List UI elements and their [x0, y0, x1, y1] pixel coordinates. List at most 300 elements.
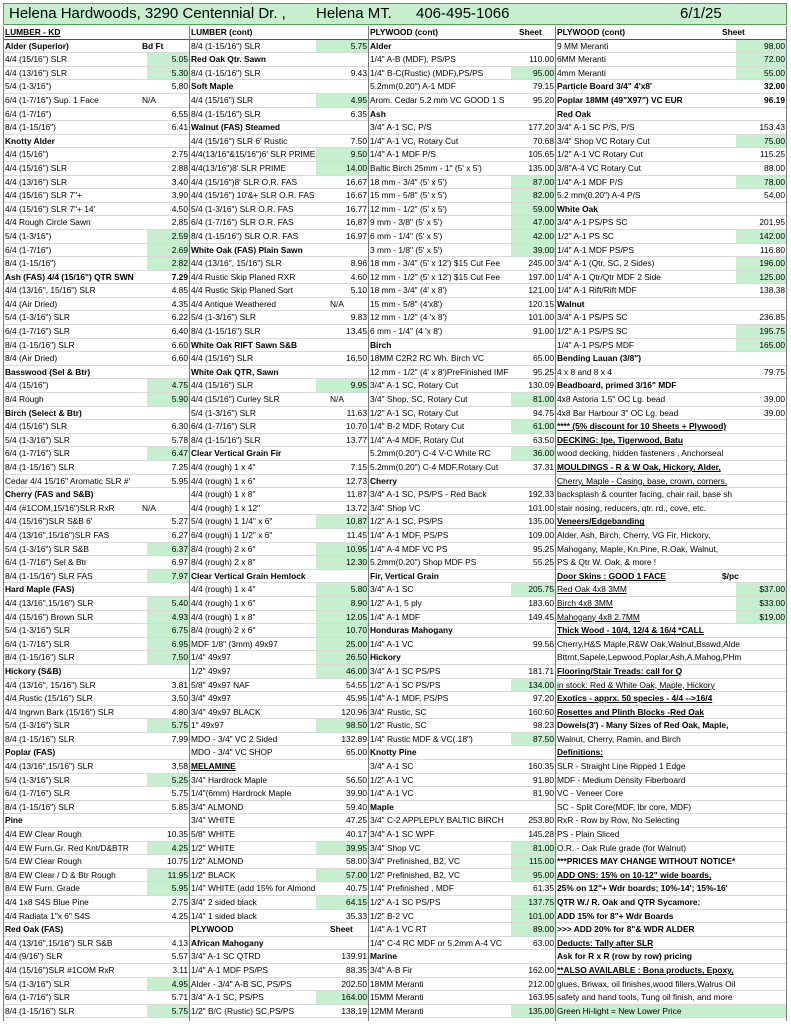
- item-label: 4/4 (rough) 1 x 4": [191, 462, 256, 472]
- price-cell: [147, 203, 189, 217]
- table-row: [556, 665, 786, 679]
- price-cell: [316, 216, 368, 230]
- table-row: [369, 407, 555, 421]
- item-label: 4/4 (15/16"): [5, 149, 49, 160]
- item-label: 4/4 (13/16", 15/16") SLR: [5, 679, 96, 690]
- item-label: 1/2" A-1, 5 ply: [370, 597, 422, 608]
- item-label: 1/2" 49x97: [191, 665, 231, 676]
- price-value: 134.00: [528, 679, 554, 690]
- table-row: [369, 352, 555, 366]
- price-value: 2.69: [171, 244, 188, 255]
- item-label: 1/4" WHITE (add 15% for Almond: [191, 883, 316, 894]
- item-label: 12 mm - 1/2" (5' x 12') $15 Cut Fee: [370, 271, 500, 282]
- price-value: 47.00: [533, 217, 554, 228]
- item-label: 9 MM Meranti: [557, 40, 609, 51]
- price-cell: [316, 407, 368, 421]
- item-label: Birch 4x8 3MM: [557, 597, 613, 608]
- price-value: 9.43: [350, 67, 367, 78]
- price-cell: [147, 67, 189, 81]
- item-label: RxR - Row by Row, No Selecting: [557, 815, 680, 826]
- price-cell: [316, 896, 368, 910]
- column-plywood-cont: [368, 26, 556, 1021]
- item-label: 4/4 (15/16") SLR 7"+: [5, 190, 82, 201]
- price-value: 5.78: [171, 434, 188, 445]
- price-cell: [147, 787, 189, 801]
- price-cell: [511, 67, 555, 81]
- table-row: [4, 679, 189, 693]
- table-row: [369, 651, 555, 665]
- price-value: 5.80: [350, 584, 367, 595]
- table-row: [190, 80, 368, 94]
- table-row: [4, 882, 189, 896]
- item-label: 1/2" Prefinished, B2, VC: [370, 869, 461, 880]
- table-row: [4, 842, 189, 856]
- item-label: 18 mm - 3/4" (4' x 8'): [370, 285, 447, 296]
- item-label: 6/4 (1-7/16") SLR: [5, 326, 70, 337]
- item-label: 4/4 Radiata 1"x 6" S4S: [5, 910, 91, 921]
- item-label: 3/4" A-1 SC, P/S: [370, 122, 432, 133]
- price-cell: [147, 515, 189, 529]
- unit-label: Sheet: [722, 27, 745, 37]
- table-row: [369, 189, 555, 203]
- item-label: Deducts: Tally after SLR: [557, 937, 654, 948]
- price-cell: [147, 393, 189, 407]
- item-label: 12 mm - 1/2" (4 'x 8'): [370, 312, 447, 323]
- table-row: [4, 40, 189, 54]
- item-label: Hard Maple (FAS): [5, 584, 75, 595]
- price-value: 137.75: [528, 897, 554, 907]
- table-row: [190, 135, 368, 149]
- price-value: 7.50: [350, 135, 367, 146]
- price-cell: [316, 842, 368, 856]
- price-cell: [511, 420, 555, 434]
- price-cell: [316, 597, 368, 611]
- price-value: 10.87: [346, 516, 367, 527]
- table-row: [556, 203, 786, 217]
- item-label: 4/4 EW Clear Rough: [5, 829, 82, 840]
- table-row: [190, 746, 368, 760]
- table-row: [369, 746, 555, 760]
- price-value: 10.70: [346, 625, 367, 636]
- item-label: 6/4 (1-7/16") Sup. 1 Face: [5, 94, 99, 105]
- item-label: 3/4" Rustic, SC: [370, 706, 427, 717]
- price-cell: [147, 950, 189, 964]
- table-row: [369, 216, 555, 230]
- table-row: [556, 53, 786, 67]
- price-value: 70.68: [533, 135, 554, 146]
- item-label: 4/4 (15/16")8' SLR O.R. FAS: [191, 176, 298, 187]
- item-label: 4/4 (15/16") 10'&+ SLR O.R. FAS: [191, 190, 315, 201]
- table-row: [4, 733, 189, 747]
- price-value: 3.90: [171, 190, 188, 201]
- unit-label: N/A: [330, 394, 344, 405]
- price-cell: [147, 692, 189, 706]
- table-row: [190, 407, 368, 421]
- item-label: 4mm Meranti: [557, 67, 606, 78]
- table-row: [369, 475, 555, 489]
- item-label: LUMBER - KD: [5, 27, 61, 37]
- table-row: [4, 583, 189, 597]
- price-cell: [147, 216, 189, 230]
- price-value: 183.60: [528, 597, 554, 608]
- table-row: [4, 311, 189, 325]
- price-value: 64.15: [346, 897, 367, 907]
- price-value: 139.91: [341, 951, 367, 962]
- table-row: [556, 393, 786, 407]
- price-cell: [147, 325, 189, 339]
- price-cell: [147, 108, 189, 122]
- price-value: 4.35: [171, 298, 188, 309]
- price-cell: [511, 203, 555, 217]
- table-row: [556, 950, 786, 964]
- table-row: [190, 325, 368, 339]
- table-row: [556, 379, 786, 393]
- table-row: [369, 284, 555, 298]
- price-cell: [511, 910, 555, 924]
- table-row: [556, 311, 786, 325]
- item-label: Red Oak 4x8 3MM: [557, 584, 627, 595]
- table-row: [190, 624, 368, 638]
- item-label: MELAMINE: [191, 761, 236, 772]
- price-cell: [316, 910, 368, 924]
- item-label: Particle Board 3/4" 4'x8': [557, 81, 653, 92]
- item-label: >>> ADD 20% for 8"& WDR ALDER: [557, 924, 695, 935]
- item-label: 8/4 (1-15/16") SLR: [5, 462, 75, 472]
- price-value: 3.50: [171, 693, 188, 704]
- price-cell: [147, 842, 189, 856]
- item-label: 4/4 (13/16",15/16") SLR: [5, 597, 94, 608]
- price-value: 5.30: [171, 67, 188, 78]
- price-cell: [316, 434, 368, 448]
- item-label: 5.2mm(0.20") Shop MDF PS: [370, 557, 477, 568]
- item-label: Cherry (FAS and S&B): [5, 489, 94, 500]
- price-value: 10.70: [346, 421, 367, 432]
- item-label: 1/2" A-1 VC: [370, 774, 414, 785]
- price-value: 9.50: [350, 149, 367, 160]
- item-label: Cherry: [370, 475, 397, 486]
- item-label: 4/4(13/16"&15/16")6' SLR PRIME: [191, 149, 316, 160]
- price-cell: [511, 135, 555, 149]
- table-row: [190, 1005, 368, 1019]
- price-value: 5.75: [171, 788, 188, 799]
- table-row: [190, 638, 368, 652]
- price-cell: [147, 80, 189, 94]
- table-row: [190, 828, 368, 842]
- price-cell: [316, 556, 368, 570]
- price-cell: [511, 842, 555, 856]
- item-label: White Oak (FAS) Plain Sawn: [191, 244, 303, 255]
- price-value: 6.60: [171, 353, 188, 364]
- item-label: 12MM Meranti: [370, 1005, 424, 1016]
- price-cell: [511, 284, 555, 298]
- table-row: [369, 434, 555, 448]
- item-label: 3/4" Shop, SC, Rotary Cut: [370, 394, 468, 405]
- item-label: 8/4 (rough) 2 x 6": [191, 625, 256, 636]
- table-row: [190, 515, 368, 529]
- item-label: 1/4" A-1 VC: [370, 788, 414, 799]
- price-cell: [316, 882, 368, 896]
- table-row: [369, 923, 555, 937]
- table-row: [4, 665, 189, 679]
- price-value: 36.00: [533, 448, 554, 459]
- price-cell: [511, 121, 555, 135]
- item-label: 8/4 (1-15/16") SLR: [191, 326, 261, 337]
- price-value: 6.95: [171, 638, 188, 649]
- price-value: 39.00: [764, 407, 785, 418]
- item-label: 8/4 (1-15/16") SLR: [5, 652, 75, 663]
- table-row: [369, 420, 555, 434]
- item-label: 8/4 (Air Dried): [5, 353, 58, 364]
- item-label: ADD ONS: 15% on 10-12" wide boards,: [557, 869, 712, 880]
- item-label: Red Oak: [557, 108, 591, 119]
- price-value: 12.73: [346, 475, 367, 486]
- price-value: 61.00: [533, 421, 554, 432]
- table-row: [369, 230, 555, 244]
- item-label: stair nosing, reducers, qtr. rd., cove, etc.: [557, 502, 706, 513]
- table-row: [4, 393, 189, 407]
- item-label: 4/4 (rough) 1 x 8": [191, 489, 256, 500]
- table-row: [4, 176, 189, 190]
- table-row: [190, 814, 368, 828]
- item-label: 18 mm - 3/4" (5' x 12') $15 Cut Fee: [370, 258, 500, 269]
- table-row: [190, 244, 368, 258]
- table-row: [190, 434, 368, 448]
- item-label: 6/4 (1-7/16") SLR: [5, 788, 70, 799]
- table-row: [4, 461, 189, 475]
- item-label: Dowels(3') - Many Sizes of Red Oak, Maple,: [557, 720, 729, 731]
- price-value: 55.00: [764, 67, 785, 78]
- price-cell: [511, 529, 555, 543]
- price-value: 245.00: [528, 258, 554, 269]
- table-row: [556, 882, 786, 896]
- item-label: 3/4" Shop VC: [370, 842, 421, 853]
- table-row: [556, 869, 786, 883]
- table-row: [369, 760, 555, 774]
- price-cell: [511, 94, 555, 108]
- price-cell: [147, 869, 189, 883]
- item-label: 6/4 (1-7/16") SLR: [5, 638, 70, 649]
- price-cell: [511, 488, 555, 502]
- price-cell: [736, 121, 786, 135]
- table-row: [369, 80, 555, 94]
- table-row: [4, 447, 189, 461]
- item-label: 1/4" B-C(Rustic) (MDF),PS/PS: [370, 67, 484, 78]
- item-label: SC - Split Core(MDF, lbr core, MDF): [557, 801, 692, 812]
- unit-label: N/A: [330, 298, 344, 309]
- table-row: [4, 488, 189, 502]
- table-row: [4, 80, 189, 94]
- price-value: 6.35: [350, 108, 367, 119]
- price-value: 6.60: [171, 339, 188, 350]
- item-label: 1/4" A-1 Qtr/Qtr MDF 2 Side: [557, 271, 661, 282]
- price-cell: [316, 176, 368, 190]
- item-label: Poplar (FAS): [5, 747, 56, 758]
- table-row: [369, 461, 555, 475]
- table-row: [190, 869, 368, 883]
- table-row: [369, 67, 555, 81]
- table-row: [556, 488, 786, 502]
- table-row: [369, 529, 555, 543]
- item-label: O.R. - Oak Rule grade (for Walnut): [557, 842, 687, 853]
- price-value: 135.00: [528, 516, 554, 527]
- table-row: [4, 638, 189, 652]
- price-cell: [316, 108, 368, 122]
- price-value: 81.90: [533, 788, 554, 799]
- price-cell: [316, 271, 368, 285]
- price-cell: [316, 828, 368, 842]
- table-row: [556, 461, 786, 475]
- price-value: 2.75: [171, 897, 188, 907]
- item-label: 4/4 (13/16",15/16") SLR S&B: [5, 937, 113, 948]
- price-value: 3.11: [172, 964, 188, 975]
- price-value: 4.80: [171, 706, 188, 717]
- table-row: [369, 26, 555, 40]
- table-row: [4, 692, 189, 706]
- item-label: 1/4" A-B (MDF), PS/PS: [370, 54, 456, 65]
- table-row: [369, 556, 555, 570]
- price-cell: [736, 216, 786, 230]
- table-row: [556, 108, 786, 122]
- item-label: 8/4 (1-15/16"): [5, 122, 56, 133]
- item-label: 4x8 Astoria 1.5" OC Lg. bead: [557, 394, 666, 405]
- item-label: 5.2 mm(0.20") A-4 P/S: [557, 190, 641, 201]
- table-row: [556, 1005, 786, 1019]
- price-value: 65.00: [533, 353, 554, 364]
- item-label: 3/4" A-1 PS/PS SC: [557, 312, 628, 323]
- table-row: [4, 434, 189, 448]
- price-cell: [511, 379, 555, 393]
- price-cell: [147, 176, 189, 190]
- table-row: [556, 420, 786, 434]
- table-row: [4, 910, 189, 924]
- price-cell: [147, 719, 189, 733]
- table-row: [369, 515, 555, 529]
- price-cell: [736, 257, 786, 271]
- item-label: 3/4" A-1 SC WPF: [370, 829, 435, 840]
- price-value: 5.10: [350, 285, 367, 296]
- price-cell: [147, 53, 189, 67]
- item-label: 8/4 (1-15/16") SLR: [191, 434, 261, 445]
- table-row: [190, 597, 368, 611]
- item-label: 1/4" A-1 MDF PS/PS: [191, 964, 268, 975]
- price-cell: [511, 787, 555, 801]
- item-label: 1/4" A-1 VC RT: [370, 924, 427, 935]
- table-row: [190, 475, 368, 489]
- price-value: 45.95: [346, 693, 367, 704]
- item-label: 4/4 (Air Dried): [5, 298, 58, 309]
- price-value: 7.25: [171, 462, 188, 472]
- price-value: 95.25: [533, 543, 554, 554]
- table-row: [190, 67, 368, 81]
- table-row: [4, 651, 189, 665]
- price-cell: [147, 434, 189, 448]
- table-row: [556, 679, 786, 693]
- table-row: [190, 447, 368, 461]
- item-label: 3/4" A-1 PS/PS SC: [557, 217, 628, 228]
- table-row: [369, 148, 555, 162]
- table-row: [190, 529, 368, 543]
- table-row: [4, 352, 189, 366]
- item-label: 5/4 (1-3/16") SLR S&B: [5, 543, 89, 554]
- price-cell: [147, 339, 189, 353]
- price-value: 2.88: [171, 162, 188, 173]
- price-cell: [736, 366, 786, 380]
- price-cell: [736, 611, 786, 625]
- price-value: 39.00: [764, 394, 785, 405]
- table-row: [4, 556, 189, 570]
- price-cell: [511, 515, 555, 529]
- item-label: Hickory: [370, 652, 401, 663]
- table-row: [556, 923, 786, 937]
- price-value: 4.13: [171, 937, 188, 948]
- item-label: 6 mm - 1/4" (5' x 5'): [370, 230, 443, 241]
- store-phone: 406-495-1066: [416, 5, 510, 22]
- price-value: 59.00: [533, 203, 554, 214]
- table-row: [556, 121, 786, 135]
- item-label: 5.2mm(0.20") C-4 V-C White RC: [370, 448, 491, 459]
- price-cell: [511, 896, 555, 910]
- table-row: [369, 597, 555, 611]
- price-value: 121.00: [528, 285, 554, 296]
- price-value: 5.80: [171, 81, 188, 92]
- table-row: [556, 814, 786, 828]
- price-cell: [511, 556, 555, 570]
- price-cell: [316, 746, 368, 760]
- price-value: 42.00: [533, 230, 554, 241]
- item-label: 3/4" 49x97: [191, 693, 231, 704]
- price-value: 5.71: [171, 992, 188, 1003]
- price-cell: [511, 53, 555, 67]
- price-cell: [147, 651, 189, 665]
- price-value: 6.40: [171, 326, 188, 337]
- item-label: 5/4 (1-3/16") SLR: [5, 312, 70, 323]
- item-label: 6/4 (1-7/16") SLR O.R. FAS: [191, 217, 294, 228]
- item-label: 3/4" ALMOND: [191, 801, 244, 812]
- price-cell: [511, 189, 555, 203]
- price-value: 163.95: [528, 992, 554, 1003]
- table-row: [190, 611, 368, 625]
- price-cell: [316, 148, 368, 162]
- table-row: [556, 733, 786, 747]
- item-label: 1/4" A-1 MDF, PS/PS: [370, 693, 449, 704]
- table-row: [4, 597, 189, 611]
- price-cell: [736, 67, 786, 81]
- table-row: [369, 257, 555, 271]
- price-cell: [511, 271, 555, 285]
- item-label: Clear Vertical Grain Fir: [191, 448, 282, 459]
- price-cell: [147, 284, 189, 298]
- price-cell: [316, 325, 368, 339]
- table-row: [4, 937, 189, 951]
- table-row: [556, 692, 786, 706]
- price-value: 40.75: [346, 883, 367, 894]
- item-label: 6/4 (1-7/16") Sel & Btr: [5, 557, 87, 568]
- price-cell: [736, 325, 786, 339]
- price-cell: [316, 162, 368, 176]
- header-bar: [3, 3, 787, 25]
- price-value: 205.75: [528, 584, 554, 595]
- item-label: 4/4 Antique Weathered: [191, 298, 277, 309]
- item-label: 4x8 Bar Harbour 3" OC Lg. bead: [557, 407, 679, 418]
- price-value: 125.00: [759, 271, 785, 282]
- table-row: [556, 26, 786, 40]
- price-cell: [147, 733, 189, 747]
- price-value: 5.75: [171, 720, 188, 731]
- item-label: 1/4" A-1 MDF, PS/PS: [370, 529, 449, 540]
- table-row: [4, 189, 189, 203]
- price-cell: [147, 257, 189, 271]
- price-cell: [511, 230, 555, 244]
